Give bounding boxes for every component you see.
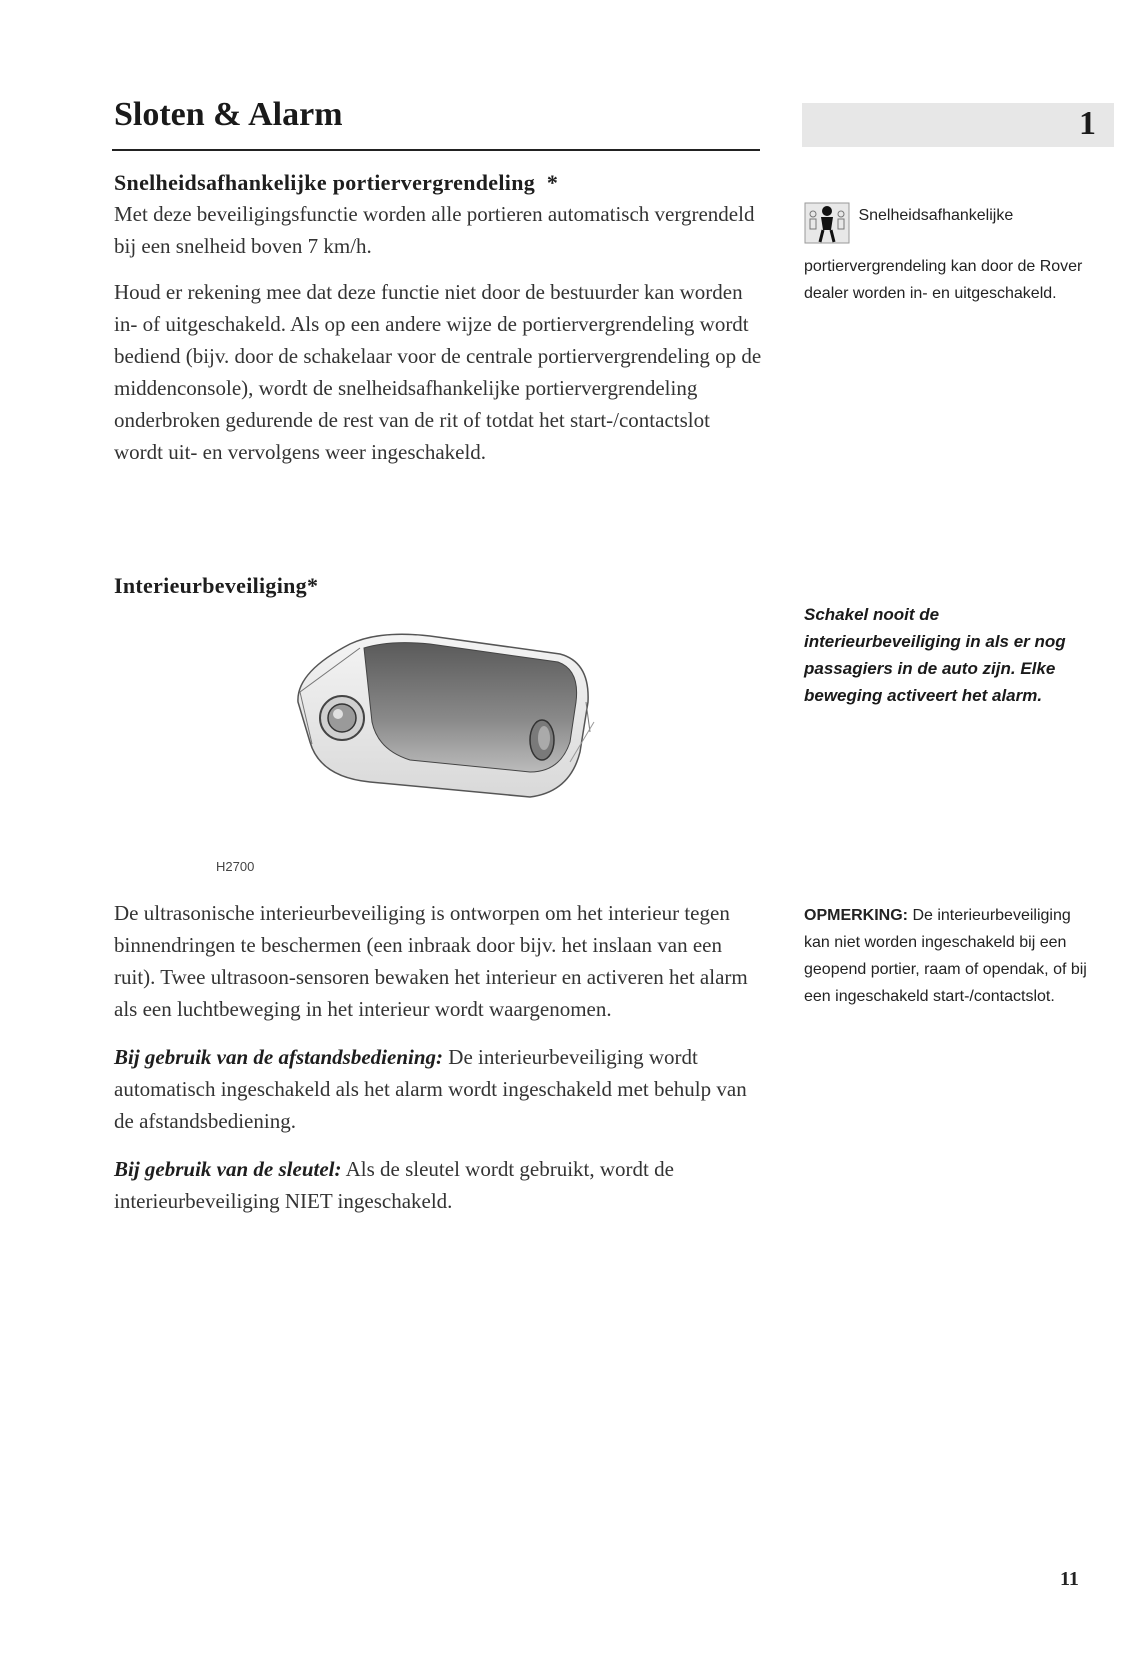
section-heading-text: Interieurbeveiliging — [114, 573, 307, 598]
page-number: 11 — [1060, 1568, 1079, 1590]
paragraph: Met deze beveiligingsfunctie worden alle portieren automatisch vergrendeld bij een snelheid boven 7 km/h. — [114, 202, 755, 258]
title-divider — [112, 149, 760, 151]
note-block — [804, 902, 1094, 1010]
sidebar-text: Snelheidsafhankelijke portiervergrendeling kan door de Rover dealer worden in- en uitgeschakeld. — [804, 207, 1083, 302]
paragraph — [114, 1153, 764, 1217]
section-heading-text: Snelheidsafhankelijke portiervergrendeling — [114, 170, 536, 195]
paragraph-lead: Bij gebruik van de afstandsbediening: — [114, 1045, 444, 1069]
note-text: De interieurbeveiliging kan niet worden ingeschakeld bij een geopend portier, raam of opendak, of bij een ingeschakeld start-/contactslot. — [804, 907, 1087, 1005]
sidebar-dealer-note — [804, 202, 1094, 307]
paragraph-lead: Bij gebruik van de sleutel: — [114, 1157, 342, 1181]
paragraph: De ultrasonische interieurbeveiliging is ontworpen om het interieur tegen binnendringen te beschermen (een inbraak door bijv. het inslaan van een ruit). Twee ultrasoon-sensoren bewaken het interieur en activeren het alarm als een luchtbeweging in het interieur wordt waargenomen. — [114, 901, 748, 1021]
chapter-number: 1 — [1079, 105, 1096, 142]
sidebar-warning — [804, 601, 1084, 709]
chapter-tab — [802, 103, 1114, 147]
paragraph-text: De interieurbeveiliging wordt automatisch ingeschakeld als het alarm wordt ingeschakeld met behulp van de afstandsbediening. — [114, 1045, 747, 1133]
section-interior-protection — [114, 897, 764, 1217]
paragraph — [114, 1041, 764, 1137]
dealer-icon — [804, 202, 850, 253]
optional-star: * — [546, 170, 559, 195]
note-label: OPMERKING: — [804, 907, 908, 924]
paragraph: Houd er rekening mee dat deze functie niet door de bestuurder kan worden in- of uitgeschakeld. Als op een andere wijze de portiervergrendeling wordt bediend (bijv. door de schakelaar voor de centrale portiervergrendeling op de middenconsole), wordt de snelheidsafhankelijke portiervergrendeling onderbroken gedurende de rest van de rit of totdat het start-/contactslot wordt uit- en vervolgens weer ingeschakeld. — [114, 280, 762, 464]
sidebar-text-block — [804, 202, 1094, 307]
warning-text: Schakel nooit de interieurbeveiliging in als er nog passagiers in de auto zijn. Elke beweging activeert het alarm. — [804, 605, 1066, 705]
page-title: Sloten & Alarm — [114, 96, 343, 133]
sidebar-note — [804, 902, 1094, 1010]
section-speed-locking — [114, 170, 764, 468]
figure-code: H2700 — [216, 859, 255, 874]
section-heading — [114, 573, 318, 599]
section-heading — [114, 170, 764, 196]
paragraph-text: Als de sleutel wordt gebruikt, wordt de interieurbeveiliging NIET ingeschakeld. — [114, 1157, 674, 1213]
sensor-illustration — [290, 632, 620, 832]
optional-star: * — [306, 573, 319, 598]
